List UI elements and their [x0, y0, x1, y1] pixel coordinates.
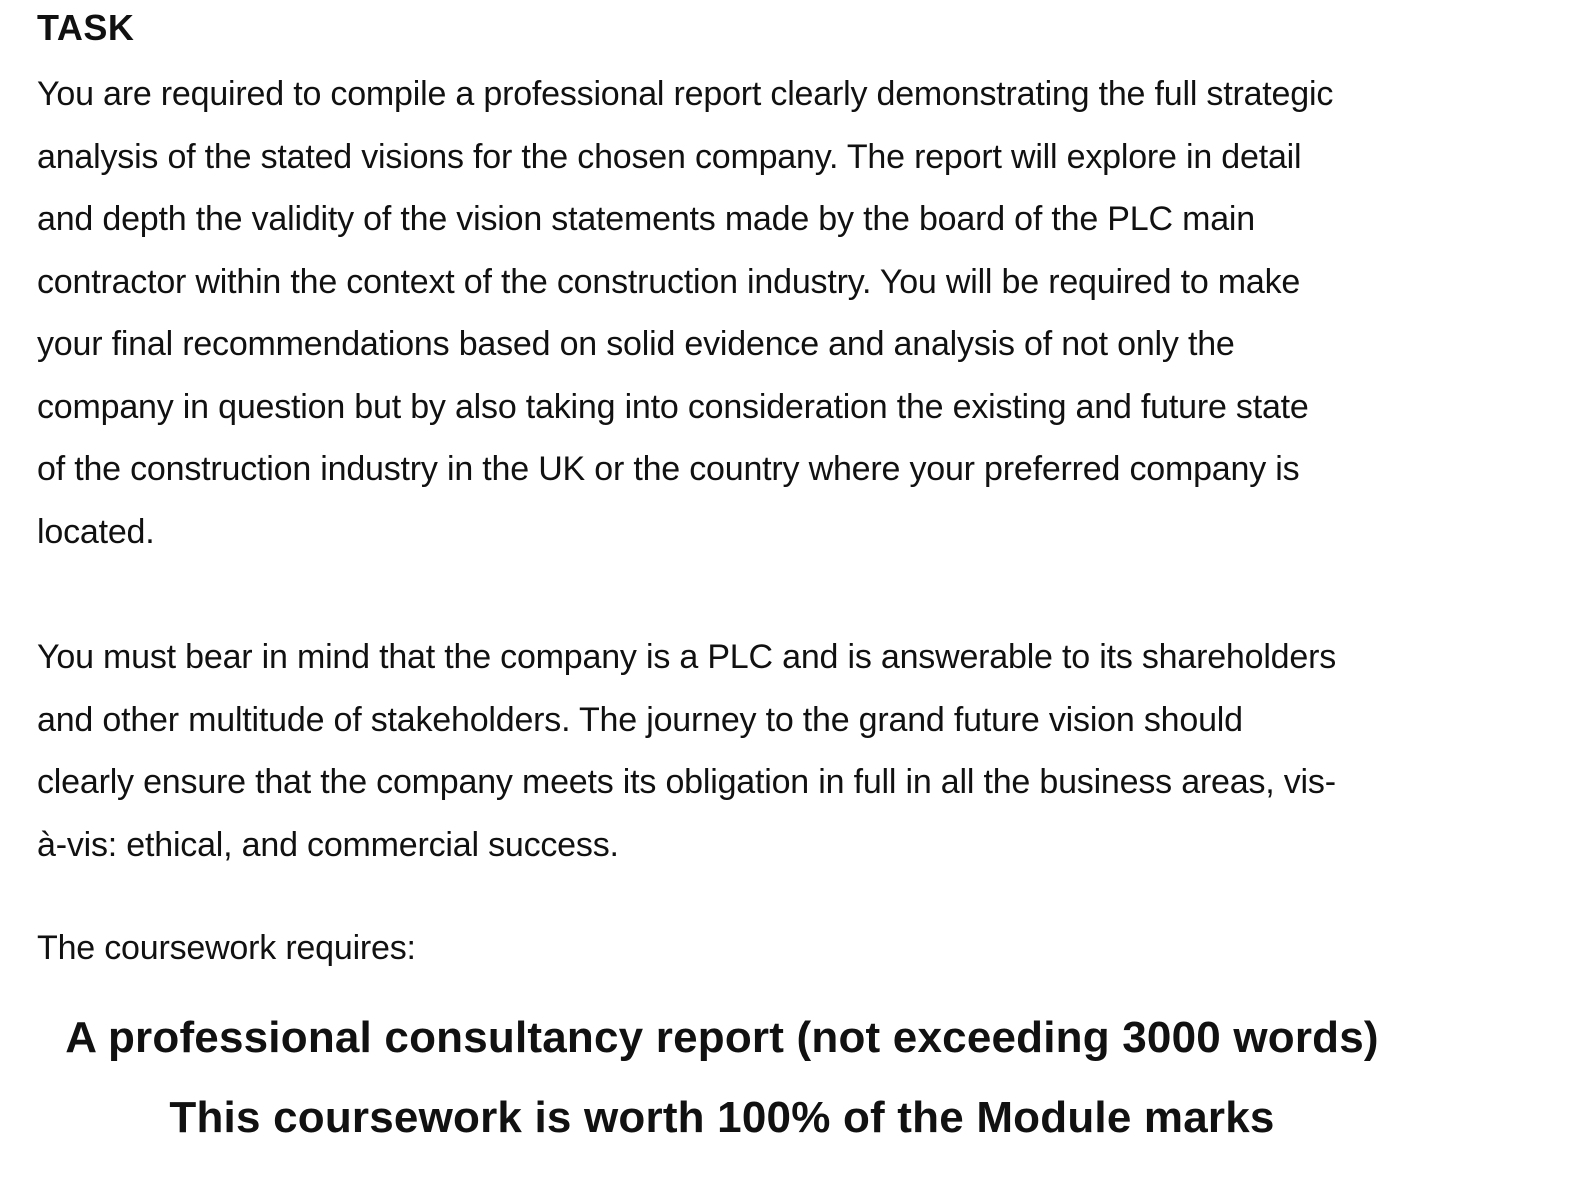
paragraph-line: You must bear in mind that the company is a PLC and is answerable to its shareholders [37, 638, 1337, 676]
paragraph-line: à-vis: ethical, and commercial success. [37, 826, 619, 864]
paragraph-line: analysis of the stated visions for the chosen company. The report will explore in detail [37, 138, 1302, 176]
requires-label: The coursework requires: [37, 929, 416, 967]
requirement-line: A professional consultancy report (not exceeding 3000 words) [65, 1013, 1379, 1062]
paragraph-line: and depth the validity of the vision statements made by the board of the PLC main [37, 200, 1255, 238]
paragraph-line: of the construction industry in the UK or the country where your preferred company is [37, 450, 1300, 488]
paragraph-line: and other multitude of stakeholders. The journey to the grand future vision should [37, 701, 1243, 739]
paragraph-line: your final recommendations based on solid evidence and analysis of not only the [37, 325, 1235, 363]
paragraph-line: You are required to compile a professional report clearly demonstrating the full strategic [37, 75, 1334, 113]
paragraph-line: located. [37, 513, 155, 551]
paragraph-line: contractor within the context of the construction industry. You will be required to make [37, 263, 1301, 301]
worth-line: This coursework is worth 100% of the Module marks [169, 1093, 1275, 1142]
paragraph-line: clearly ensure that the company meets its obligation in full in all the business areas, vis- [37, 763, 1336, 801]
paragraph-line: company in question but by also taking into consideration the existing and future state [37, 388, 1309, 426]
task-heading: TASK [37, 7, 135, 48]
